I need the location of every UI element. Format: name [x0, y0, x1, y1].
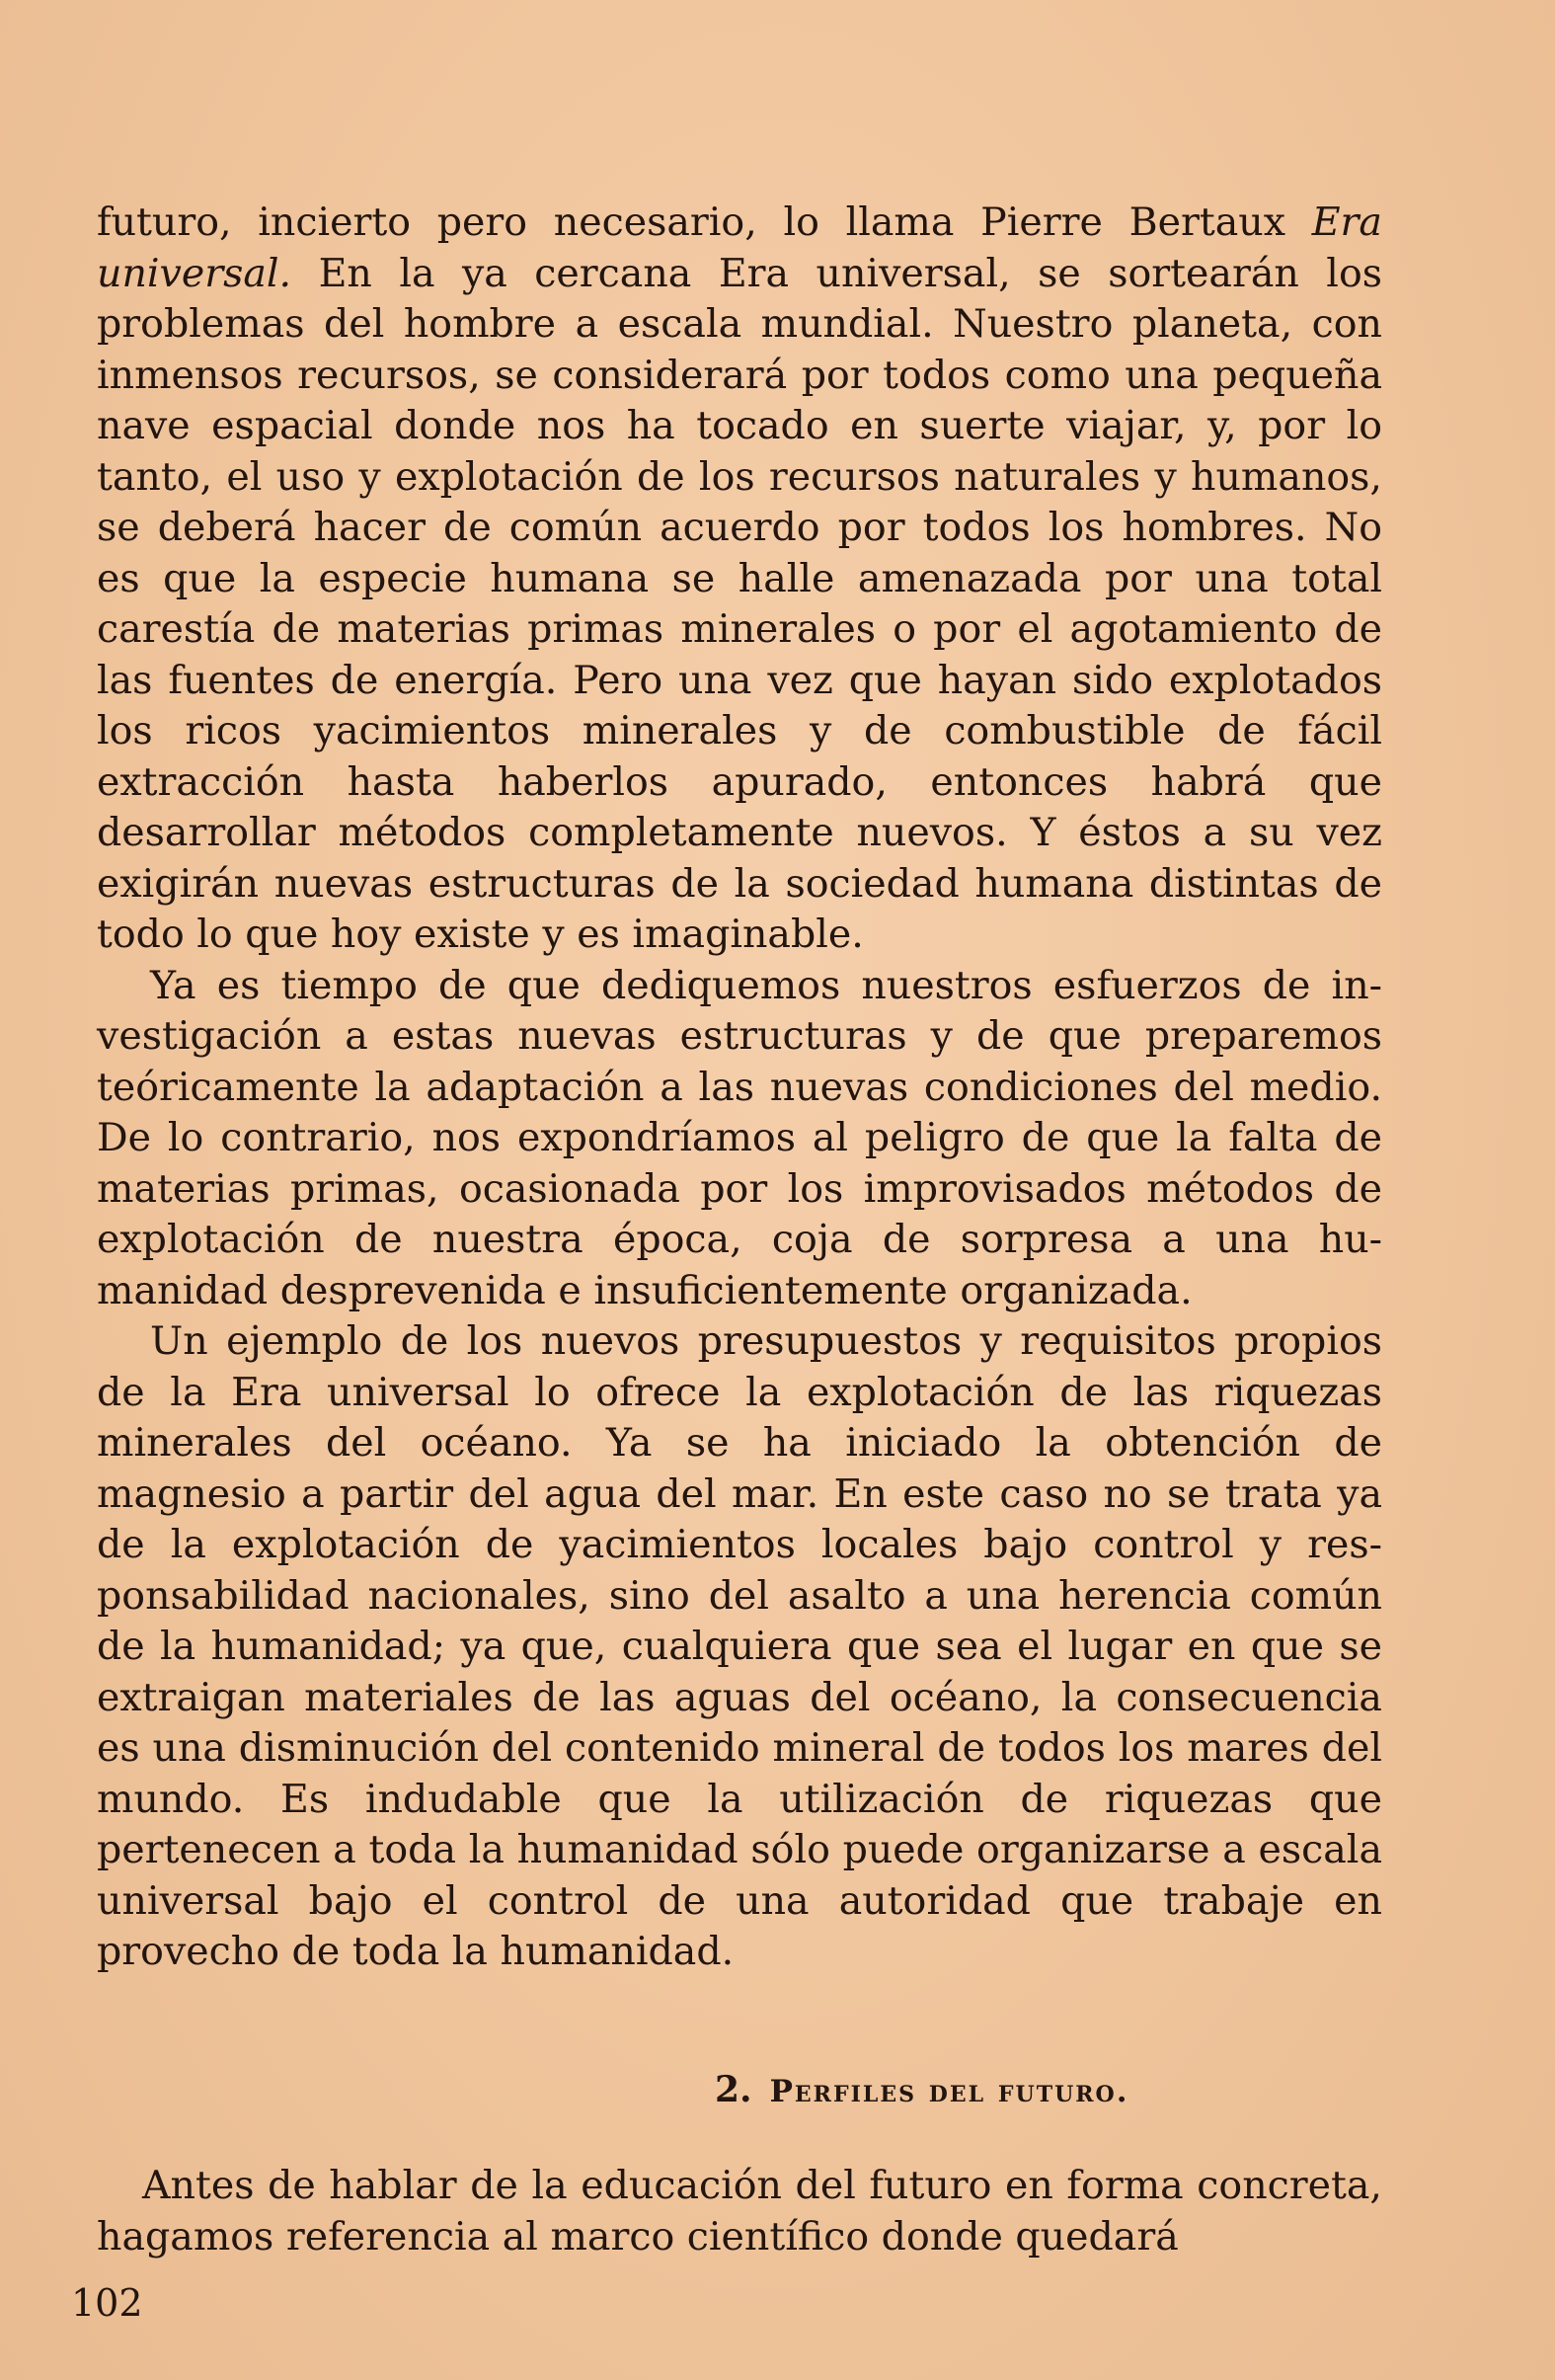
paragraph-1-start: futuro, incierto pero necesario, lo llama Pierre Bertaux	[97, 199, 1312, 245]
paragraph-1-emphasis: Era universal.	[97, 199, 1382, 296]
paragraph-1-rest: En la ya cercana Era universal, se sortearán los problemas del hombre a escala mundial. Nuestro planeta, con inmensos recursos, se considerará por todos como una pequeña nave espacial donde nos ha tocado en suerte viajar, y, por lo tanto, el uso y explotación de los recursos naturales y humanos, se deberá hacer de común acuerdo por todos los hombres. No es que la especie humana se halle amenazada por una total carestía de materias primas minerales o por el agotamiento de las fuentes de energía. Pero una vez que hayan sido explotados los ricos yacimientos minerales y de combustible de fácil extracción hasta haberlos apurado, entonces habrá que desarrollar métodos completamente nuevos. Y éstos a su vez exigirán nuevas estructuras de la sociedad humana distintas de todo lo que hoy existe y es imaginable.	[97, 250, 1382, 957]
section-heading	[715, 2070, 1129, 2111]
body-text	[97, 198, 1382, 1978]
paragraph-2: Ya es tiempo de que dediquemos nuestros esfuerzos de investigación a estas nuevas estructuras y de que preparemos teóricamente la adaptación a las nuevas condiciones del medio. De lo contrario, nos expondríamos al peligro de que la falta de materias primas, ocasionada por los improvisados métodos de explotación de nuestra época, coja de sorpresa a una humanidad desprevenida e insuficientemente organizada.	[97, 962, 1382, 1313]
closing-text	[97, 2161, 1382, 2262]
section-title: Perfiles del futuro.	[769, 2074, 1129, 2109]
paragraph-3: Un ejemplo de los nuevos presupuestos y requisitos propios de la Era universal lo ofrece la explotación de las riquezas minerales del océano. Ya se ha iniciado la obtención de magnesio a partir del agua del mar. En este caso no se trata ya de la explotación de yacimientos locales bajo control y responsabilidad nacionales, sino del asalto a una herencia común de la humanidad; ya que, cualquiera que sea el lugar en que se extraigan materiales de las aguas del océano, la consecuencia es una disminución del contenido mineral de todos los mares del mundo. Es indudable que la utilización de riquezas que pertenecen a toda la humanidad sólo puede organizarse a escala universal bajo el control de una autoridad que trabaje en provecho de toda la humanidad.	[97, 1318, 1382, 1974]
section-number: 2.	[715, 2069, 752, 2110]
page-number: 102	[71, 2281, 143, 2325]
paragraph-4: Antes de hablar de la educación del futuro en forma concreta, hagamos referencia al marco científico donde quedará	[97, 2163, 1382, 2260]
paragraph-1	[97, 198, 1382, 961]
